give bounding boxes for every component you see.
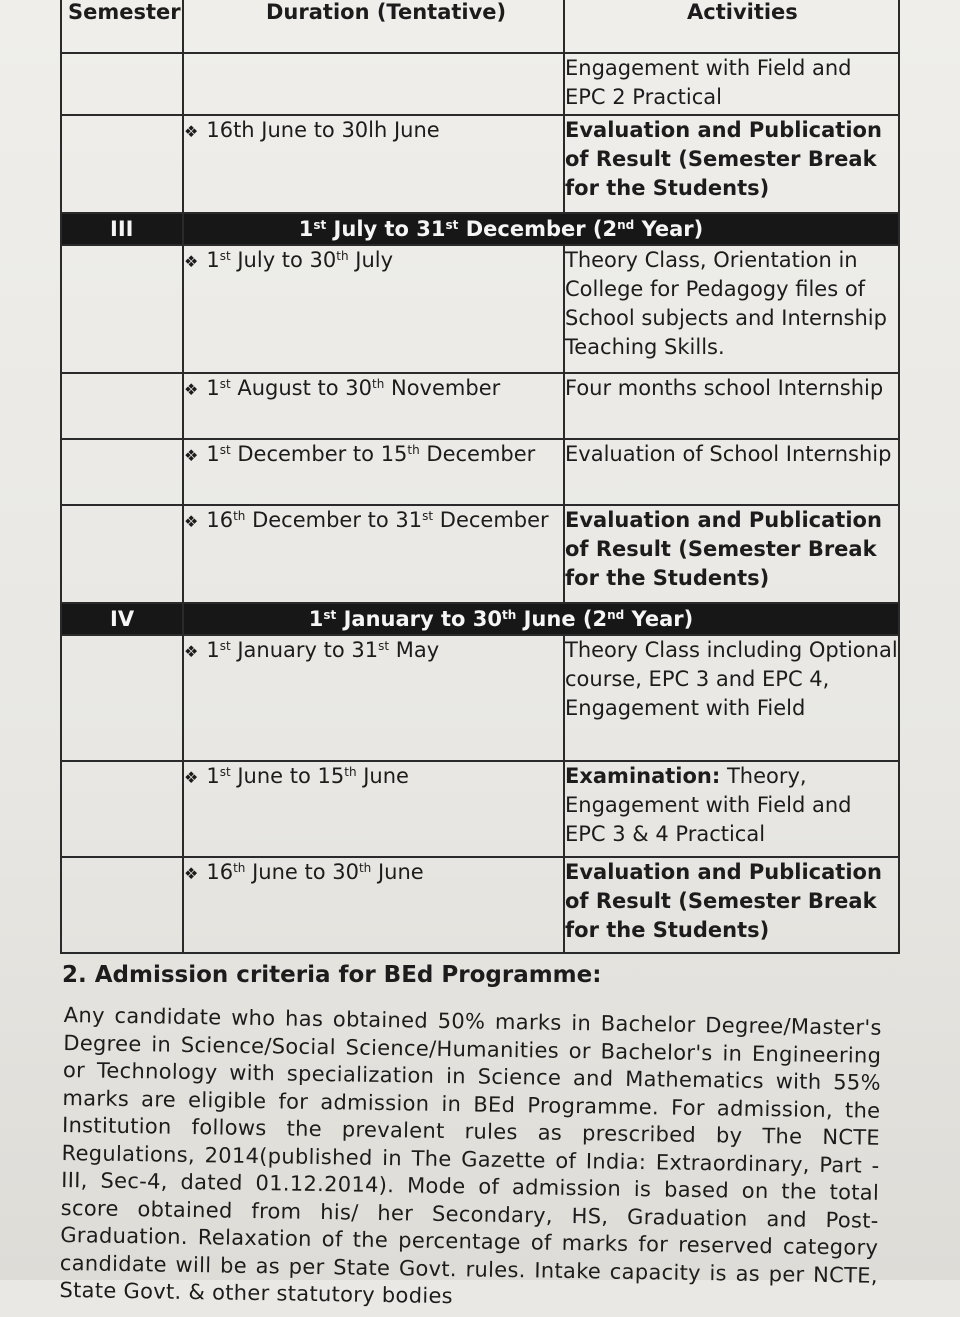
activity-cell: Evaluation of School Internship <box>564 439 899 505</box>
semester-label: IV <box>61 603 183 635</box>
activity-cell: Four months school Internship <box>564 373 899 439</box>
duration-text: 1st December to 15th December <box>206 442 536 466</box>
semester-cell <box>61 115 183 213</box>
semester-cell <box>61 505 183 603</box>
duration-text: 16th June to 30lh June <box>206 118 440 142</box>
duration-cell <box>183 115 564 213</box>
semester-cell <box>61 635 183 761</box>
activity-cell: Theory Class, Orientation in College for Pedagogy files of School subjects and Internship Teaching Skills. <box>564 245 899 373</box>
duration-cell <box>183 761 564 857</box>
activity-cell: Evaluation and Publication of Result (Semester Break for the Students) <box>564 857 899 953</box>
duration-cell <box>183 439 564 505</box>
diamond-bullet-icon: ❖ <box>184 122 199 141</box>
duration-text: 1st January to 31st May <box>206 638 440 662</box>
activity-cell: Engagement with Field and EPC 2 Practical <box>564 53 899 115</box>
table-row <box>61 439 899 505</box>
semester-cell <box>61 857 183 953</box>
diamond-bullet-icon: ❖ <box>184 768 199 787</box>
diamond-bullet-icon: ❖ <box>184 642 199 661</box>
semester-label: III <box>61 213 183 245</box>
table-row <box>61 245 899 373</box>
section-paragraph: Any candidate who has obtained 50% marks in Bachelor Degree/Master's Degree in Science/Social Science/Humanities or Bachelor's in Engineering or Technology with specialization in Science and Mathematics with 55% marks are eligible for admission in BEd Programme. For admission, the Institution follows the prevalent rules as prescribed by The NCTE Regulations, 2014(published in The Gazette of India: Extraordinary, Part -III, Sec-4, dated 01.12.2014). Mode of admission is based on the total score obtained from his/ her Secondary, HS, Graduation and Post-Graduation. Relaxation of the percentage of marks for reserved category candidate will be as per State Govt. rules. Intake capacity is as per NCTE, State Govt. & other statutory bodies <box>59 1002 882 1309</box>
schedule-table <box>60 0 900 954</box>
activity-cell <box>564 761 899 857</box>
duration-cell <box>183 373 564 439</box>
table-row <box>61 115 899 213</box>
duration-text: 16th June to 30th June <box>206 860 424 884</box>
activity-bold-lead: Examination: <box>565 764 721 788</box>
duration-text: 16th December to 31st December <box>206 508 549 532</box>
diamond-bullet-icon: ❖ <box>184 446 199 465</box>
activity-cell: Evaluation and Publication of Result (Semester Break for the Students) <box>564 505 899 603</box>
semester-band-row <box>61 213 899 245</box>
table-row <box>61 635 899 761</box>
semester-cell <box>61 53 183 115</box>
duration-cell <box>183 857 564 953</box>
section-heading: 2. Admission criteria for BEd Programme: <box>62 962 602 988</box>
semester-cell <box>61 373 183 439</box>
duration-cell <box>183 53 564 115</box>
table-row <box>61 505 899 603</box>
semester-cell <box>61 761 183 857</box>
diamond-bullet-icon: ❖ <box>184 512 199 531</box>
table-row <box>61 53 899 115</box>
duration-cell <box>183 635 564 761</box>
activity-text: Theory, Engagement with Field and EPC 3 & 4 Practical <box>565 764 852 846</box>
duration-cell <box>183 245 564 373</box>
semester-period-title: 1st July to 31st December (2nd Year) <box>183 213 899 245</box>
duration-text: 1st June to 15th June <box>206 764 409 788</box>
semester-cell <box>61 439 183 505</box>
activity-cell: Evaluation and Publication of Result (Semester Break for the Students) <box>564 115 899 213</box>
diamond-bullet-icon: ❖ <box>184 252 199 271</box>
header-semester: Semester <box>61 0 183 53</box>
duration-text: 1st July to 30th July <box>206 248 394 272</box>
table-row <box>61 373 899 439</box>
semester-period-title: 1st January to 30th June (2nd Year) <box>183 603 899 635</box>
table-row <box>61 857 899 953</box>
duration-text: 1st August to 30th November <box>206 376 501 400</box>
table-header-row <box>61 0 899 53</box>
header-activities: Activities <box>564 0 899 53</box>
diamond-bullet-icon: ❖ <box>184 380 199 399</box>
semester-band-row <box>61 603 899 635</box>
duration-cell <box>183 505 564 603</box>
diamond-bullet-icon: ❖ <box>184 864 199 883</box>
activity-cell: Theory Class including Optional course, EPC 3 and EPC 4, Engagement with Field <box>564 635 899 761</box>
header-duration: Duration (Tentative) <box>183 0 564 53</box>
table-row <box>61 761 899 857</box>
semester-cell <box>61 245 183 373</box>
